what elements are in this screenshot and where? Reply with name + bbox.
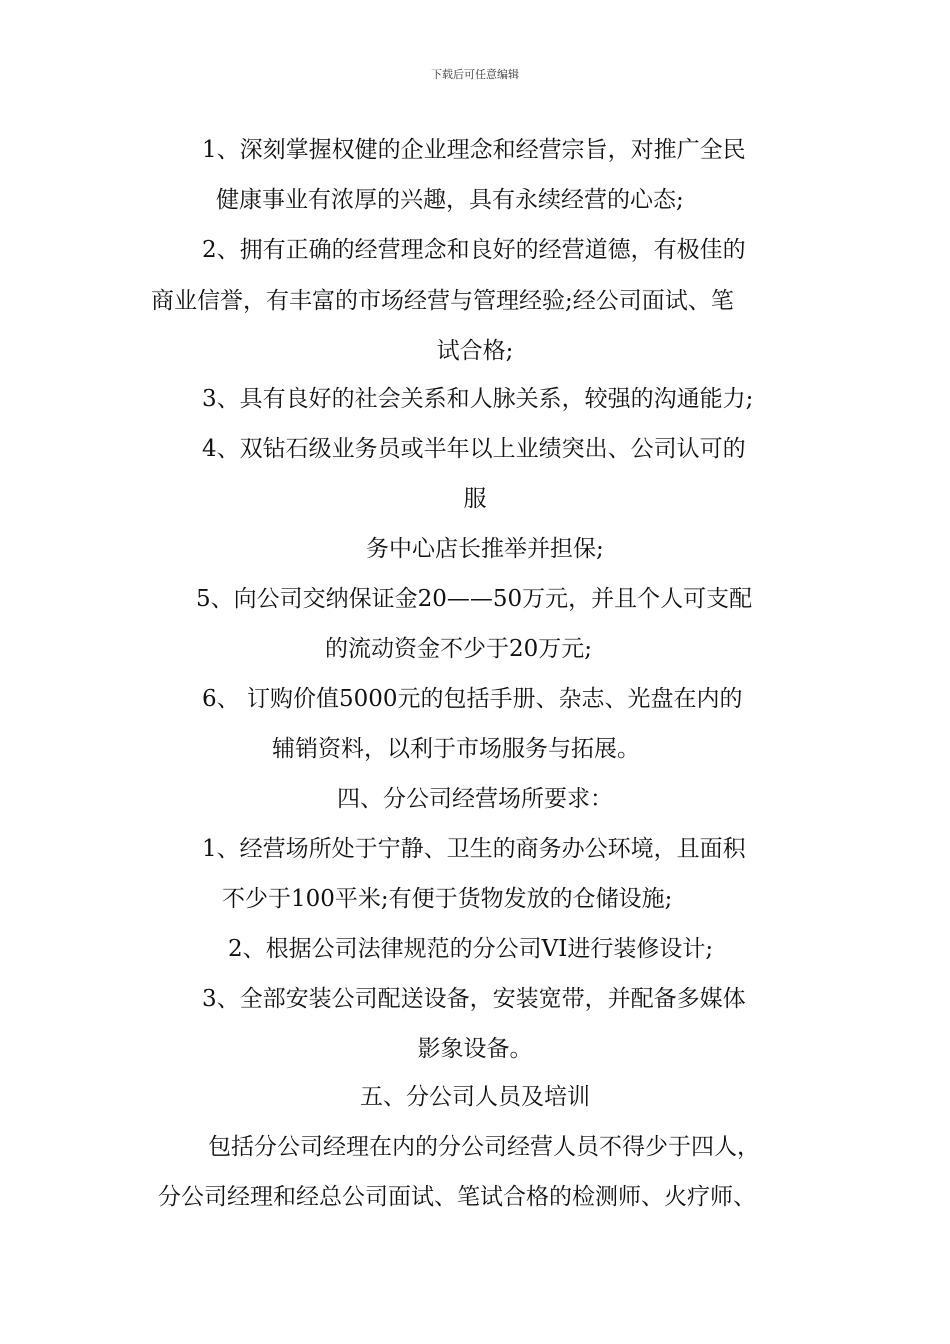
text-line-5: 试合格; — [436, 338, 514, 364]
page-header-note: 下载后可任意编辑 — [431, 68, 519, 81]
text-line-10: 5、向公司交纳保证金20——50万元，并且个人可支配 — [196, 586, 753, 612]
text-line-16: 不少于100平米;有便于货物发放的仓储设施; — [222, 886, 673, 912]
text-line-17: 2、根据公司法律规范的分公司VI进行装修设计; — [228, 936, 714, 962]
text-line-8: 服 — [463, 486, 487, 512]
text-line-6: 3、具有良好的社会关系和人脉关系，较强的沟通能力; — [202, 386, 754, 412]
text-line-12: 6、 订购价值5000元的包括手册、杂志、光盘在内的 — [202, 686, 743, 712]
text-line-2: 健康事业有浓厚的兴趣，具有永续经营的心态; — [216, 187, 684, 213]
text-line-22: 分公司经理和经总公司面试、笔试合格的检测师、火疗师、 — [158, 1184, 756, 1210]
text-line-4: 商业信誉，有丰富的市场经营与管理经验;经公司面试、笔 — [151, 288, 734, 314]
section-heading-4: 四、分公司经营场所要求： — [337, 786, 613, 812]
text-line-18: 3、全部安装公司配送设备，安装宽带，并配备多媒体 — [202, 986, 746, 1012]
text-line-13: 辅销资料，以利于市场服务与拓展。 — [272, 736, 640, 762]
text-line-7: 4、双钻石级业务员或半年以上业绩突出、公司认可的 — [202, 436, 746, 462]
text-line-19: 影象设备。 — [417, 1036, 533, 1062]
text-line-15: 1、经营场所处于宁静、卫生的商务办公环境，且面积 — [202, 836, 746, 862]
text-line-11: 的流动资金不少于20万元; — [325, 636, 593, 662]
text-line-3: 2、拥有正确的经营理念和良好的经营道德，有极佳的 — [202, 237, 746, 263]
text-line-21: 包括分公司经理在内的分公司经营人员不得少于四人， — [208, 1134, 760, 1160]
section-heading-5: 五、分公司人员及培训 — [360, 1084, 590, 1110]
text-line-1: 1、深刻掌握权健的企业理念和经营宗旨，对推广全民 — [202, 137, 746, 163]
text-line-9: 务中心店长推举并担保; — [366, 536, 604, 562]
